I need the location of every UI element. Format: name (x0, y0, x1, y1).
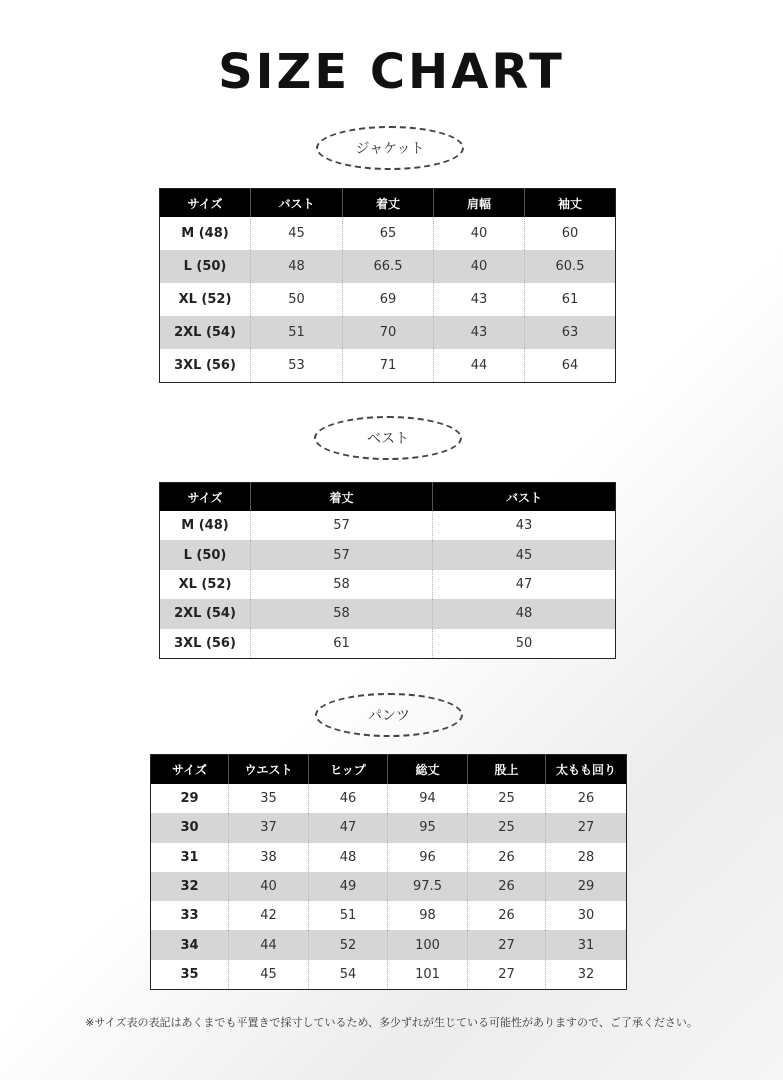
cell: 46 (309, 784, 388, 813)
cell-size: 31 (180, 849, 199, 865)
table-row (151, 784, 627, 813)
header-size: サイズ (151, 755, 229, 785)
cell-size: 3XL (56) (174, 358, 236, 373)
cell: 61 (525, 283, 616, 316)
table-row (160, 250, 616, 283)
cell-size: L (50) (160, 540, 251, 569)
cell-size: 30 (151, 813, 229, 842)
table-row (160, 570, 616, 599)
cell: 64 (525, 349, 616, 383)
cell: 60.5 (525, 250, 616, 283)
header-size: サイズ (160, 483, 251, 512)
cell: 51 (309, 901, 388, 930)
cell: 45 (229, 960, 309, 990)
cell: 47 (309, 813, 388, 842)
table-row (160, 629, 616, 659)
header-length: 着丈 (343, 189, 434, 218)
header-total-length: 総丈 (388, 755, 468, 785)
table-row (160, 316, 616, 349)
cell-size: 2XL (54) (160, 316, 251, 349)
cell: 69 (343, 283, 434, 316)
cell: 57 (251, 540, 433, 569)
cell: 26 (468, 872, 546, 901)
cell: 65 (343, 217, 434, 250)
cell-size: 32 (151, 872, 229, 901)
cell: 51 (251, 316, 343, 349)
table-header-row (151, 755, 627, 785)
cell: 52 (309, 930, 388, 959)
header-rise: 股上 (468, 755, 546, 785)
cell-size: 35 (180, 966, 199, 982)
table-row (151, 901, 627, 930)
jacket-size-table (159, 188, 616, 383)
cell: 28 (546, 843, 627, 872)
cell: 43 (434, 283, 525, 316)
cell-size: 34 (151, 930, 229, 959)
cell: 66.5 (343, 250, 434, 283)
cell: 94 (388, 784, 468, 813)
cell: 31 (546, 930, 627, 959)
header-bust: バスト (251, 189, 343, 218)
cell: 25 (468, 813, 546, 842)
cell-size: 29 (180, 791, 199, 807)
cell: 27 (468, 930, 546, 959)
cell: 42 (229, 901, 309, 930)
cell: 98 (388, 901, 468, 930)
table-row (151, 813, 627, 842)
cell: 95 (388, 813, 468, 842)
cell: 53 (251, 349, 343, 383)
cell-size: 33 (180, 908, 199, 924)
cell: 60 (525, 217, 616, 250)
table-row (160, 283, 616, 316)
cell: 45 (433, 540, 616, 569)
page-title: SIZE CHART (218, 44, 565, 100)
table-header-row (160, 189, 616, 218)
table-row (151, 930, 627, 959)
cell: 26 (546, 784, 627, 813)
table-row (160, 349, 616, 383)
cell: 97.5 (388, 872, 468, 901)
table-row (160, 599, 616, 628)
vest-section-label: ベスト (314, 416, 462, 460)
table-row (151, 960, 627, 990)
table-row (160, 540, 616, 569)
cell: 48 (251, 250, 343, 283)
cell: 50 (433, 629, 616, 659)
vest-size-table (159, 482, 616, 659)
cell: 48 (309, 843, 388, 872)
cell: 40 (229, 872, 309, 901)
cell: 101 (388, 960, 468, 990)
cell: 49 (309, 872, 388, 901)
header-bust: バスト (433, 483, 616, 512)
header-thigh: 太もも回り (546, 755, 627, 785)
cell: 100 (388, 930, 468, 959)
cell: 58 (251, 570, 433, 599)
header-hip: ヒップ (309, 755, 388, 785)
cell: 43 (433, 511, 616, 540)
cell: 40 (434, 250, 525, 283)
cell: 26 (468, 901, 546, 930)
header-sleeve: 袖丈 (525, 189, 616, 218)
cell: 57 (251, 511, 433, 540)
cell-size: 3XL (56) (174, 635, 236, 651)
measurement-note: ※サイズ表の表記はあくまでも平置きで採寸しているため、多少ずれが生じている可能性がありますので、ご了承ください。 (85, 1016, 698, 1029)
header-size: サイズ (160, 189, 251, 218)
cell: 71 (343, 349, 434, 383)
table-row (151, 843, 627, 872)
cell: 54 (309, 960, 388, 990)
cell: 25 (468, 784, 546, 813)
cell-size: 2XL (54) (160, 599, 251, 628)
cell: 38 (229, 843, 309, 872)
header-length: 着丈 (251, 483, 433, 512)
cell: 44 (229, 930, 309, 959)
cell: 40 (434, 217, 525, 250)
table-row (160, 511, 616, 540)
table-row (151, 872, 627, 901)
cell: 50 (251, 283, 343, 316)
cell: 37 (229, 813, 309, 842)
cell: 43 (434, 316, 525, 349)
table-row (160, 217, 616, 250)
cell: 45 (251, 217, 343, 250)
pants-size-table (150, 754, 627, 990)
header-shoulder: 肩幅 (434, 189, 525, 218)
cell: 61 (251, 629, 433, 659)
cell: 48 (433, 599, 616, 628)
pants-section-label: パンツ (315, 693, 463, 737)
jacket-section-label: ジャケット (316, 126, 464, 170)
cell-size: XL (52) (178, 576, 232, 592)
cell: 27 (546, 813, 627, 842)
cell: 27 (468, 960, 546, 990)
cell-size: L (50) (160, 250, 251, 283)
cell: 44 (434, 349, 525, 383)
cell-size: M (48) (181, 226, 229, 241)
cell: 29 (546, 872, 627, 901)
cell: 32 (546, 960, 627, 990)
table-header-row (160, 483, 616, 512)
cell-size: M (48) (181, 518, 229, 534)
cell: 47 (433, 570, 616, 599)
cell: 30 (546, 901, 627, 930)
cell: 58 (251, 599, 433, 628)
cell: 70 (343, 316, 434, 349)
cell: 35 (229, 784, 309, 813)
header-waist: ウエスト (229, 755, 309, 785)
cell-size: XL (52) (178, 292, 232, 307)
cell: 96 (388, 843, 468, 872)
cell: 26 (468, 843, 546, 872)
cell: 63 (525, 316, 616, 349)
